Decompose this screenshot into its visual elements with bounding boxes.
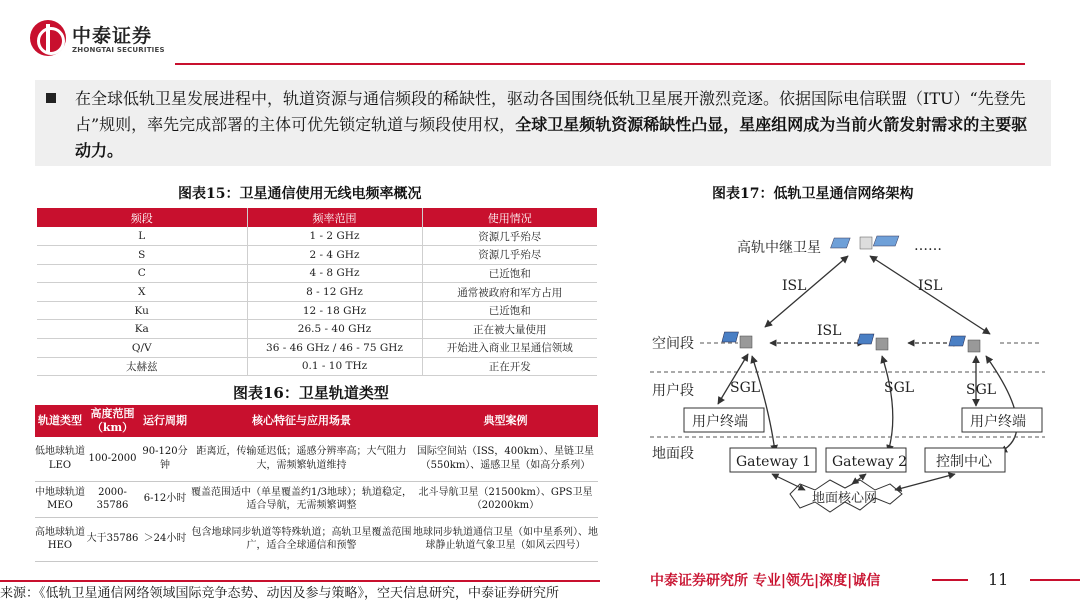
ground-segment-label: 地面段	[652, 446, 694, 462]
table-header-row	[37, 208, 597, 227]
table-cell: 中地球轨道MEO	[35, 481, 85, 517]
page-number: 11	[988, 570, 1009, 589]
table-row	[37, 301, 597, 320]
table-cell: 覆盖范围适中（单星覆盖约1/3地球）；轨道稳定，适合导航，无需频繁调整	[190, 481, 413, 517]
table-cell: 资源几乎殆尽	[422, 227, 597, 246]
table-header: 使用情况	[422, 208, 597, 227]
network-architecture-diagram	[620, 222, 1060, 532]
table-cell: 2 - 4 GHz	[247, 246, 422, 265]
table-cell: Ku	[37, 301, 247, 320]
table-cell: 已近饱和	[422, 264, 597, 283]
table-cell: 低地球轨道LEO	[35, 437, 85, 481]
isl-label-middle: ISL	[817, 323, 842, 339]
table16-title: 图表16：卫星轨道类型	[233, 384, 389, 402]
table-cell: 正在被大量使用	[422, 320, 597, 339]
brand-name: 中泰证券	[72, 25, 153, 47]
diagram-title: 图表17：低轨卫星通信网络架构	[712, 186, 914, 202]
table-header-row	[35, 405, 598, 437]
control-center: 控制中心	[936, 454, 992, 470]
table-cell: X	[37, 283, 247, 302]
relay-satellite-icon	[831, 236, 899, 249]
table-row	[37, 227, 597, 246]
frequency-table	[37, 208, 597, 376]
table-row	[37, 246, 597, 265]
table-cell: 4 - 8 GHz	[247, 264, 422, 283]
table-cell: 26.5 - 40 GHz	[247, 320, 422, 339]
table-cell: 8 - 12 GHz	[247, 283, 422, 302]
table-header: 轨道类型	[35, 405, 85, 437]
summary-box	[35, 80, 1051, 166]
table-cell: C	[37, 264, 247, 283]
table-cell: 6-12小时	[140, 481, 190, 517]
table-cell: 2000-35786	[85, 481, 140, 517]
footer-divider	[1030, 579, 1080, 581]
table-header: 频率范围	[247, 208, 422, 227]
summary-text	[75, 86, 1037, 164]
relay-satellite-label: 高轨中继卫星	[737, 240, 821, 256]
sgl-label-left: SGL	[730, 380, 761, 396]
brand-logo	[30, 18, 170, 60]
footer-divider	[932, 579, 968, 581]
table-cell: 国际空间站（ISS，400km）、星链卫星（550km）、遥感卫星（如高分系列）	[413, 437, 598, 481]
summary-text-normal: 在全球低轨卫星发展进程中，轨道资源与通信频段的稀缺性，驱动各国围绕低轨卫星展开激烈竞逐。依据国际电信联盟（ITU）“先登先占”规则，率先完成部署的主体可优先锁定轨道与频段使用权，	[75, 89, 1026, 134]
table-row	[37, 283, 597, 302]
table-row	[37, 339, 597, 358]
table-cell: 1 - 2 GHz	[247, 227, 422, 246]
table-cell: 高地球轨道HEO	[35, 517, 85, 561]
table-row	[37, 320, 597, 339]
table-cell: 地球同步轨道通信卫星（如中星系列）、地球静止轨道气象卫星（如风云四号）	[413, 517, 598, 561]
table-cell: 包含地球同步轨道等特殊轨道；高轨卫星覆盖范围广，适合全球通信和预警	[190, 517, 413, 561]
table-cell: 距离近，传输延迟低；遥感分辨率高；大气阻力大，需频繁轨道维持	[190, 437, 413, 481]
table-header: 高度范围（km）	[85, 405, 140, 437]
leo-satellite-icon	[857, 334, 888, 350]
orbit-type-table	[35, 405, 598, 562]
sgl-label-right: SGL	[966, 382, 997, 398]
table-header: 频段	[37, 208, 247, 227]
table-row	[35, 517, 598, 561]
user-terminal-left: 用户终端	[692, 414, 748, 430]
table-cell: Q/V	[37, 339, 247, 358]
table-cell: Ka	[37, 320, 247, 339]
footer-brand: 中泰证券研究所 专业|领先|深度|诚信	[650, 573, 881, 589]
space-segment-label: 空间段	[652, 336, 694, 352]
table-cell: 资源几乎殆尽	[422, 246, 597, 265]
table-header: 典型案例	[413, 405, 598, 437]
user-terminal-right: 用户终端	[970, 414, 1026, 430]
header-divider	[175, 63, 1025, 65]
table-row	[37, 357, 597, 376]
table-cell: S	[37, 246, 247, 265]
sgl-label-middle: SGL	[884, 380, 915, 396]
table-cell: 北斗导航卫星（21500km）、GPS卫星（20200km）	[413, 481, 598, 517]
table-cell: 太赫兹	[37, 357, 247, 376]
relay-dots: ……	[914, 238, 942, 254]
summary-text-bold: 全球卫星频轨资源稀缺性凸显，星座组网成为当前火箭发射需求的主要驱动力。	[75, 115, 1028, 160]
core-network: 地面核心网	[812, 491, 878, 506]
table-cell: 90-120分钟	[140, 437, 190, 481]
table-row	[37, 264, 597, 283]
table-cell: 100-2000	[85, 437, 140, 481]
table-header: 核心特征与应用场景	[190, 405, 413, 437]
table-cell: L	[37, 227, 247, 246]
table-cell: ＞24小时	[140, 517, 190, 561]
table-header: 运行周期	[140, 405, 190, 437]
user-segment-label: 用户段	[652, 383, 694, 399]
isl-label-left: ISL	[782, 278, 807, 294]
table-cell: 12 - 18 GHz	[247, 301, 422, 320]
table-cell: 36 - 46 GHz / 46 - 75 GHz	[247, 339, 422, 358]
brand-name-en: ZHONGTAI SECURITIES	[72, 46, 165, 54]
gateway-1: Gateway 1	[736, 454, 812, 470]
brand-logo-icon	[30, 20, 66, 56]
table-cell: 通常被政府和军方占用	[422, 283, 597, 302]
square-bullet-icon	[46, 93, 56, 103]
table15-title: 图表15：卫星通信使用无线电频率概况	[178, 186, 422, 202]
gateway-2: Gateway 2	[832, 454, 908, 470]
table-row	[35, 481, 598, 517]
table-cell: 大于35786	[85, 517, 140, 561]
source-note: 来源：《低轨卫星通信网络领域国际竞争态势、动因及参与策略》，空天信息研究，中泰证券研究所	[0, 586, 560, 601]
table-cell: 正在开发	[422, 357, 597, 376]
table-cell: 0.1 - 10 THz	[247, 357, 422, 376]
table-cell: 开始进入商业卫星通信领域	[422, 339, 597, 358]
leo-satellite-icon	[949, 336, 980, 352]
isl-label-right: ISL	[918, 278, 943, 294]
table-row	[35, 437, 598, 481]
table-cell: 已近饱和	[422, 301, 597, 320]
leo-satellite-icon	[722, 332, 752, 348]
